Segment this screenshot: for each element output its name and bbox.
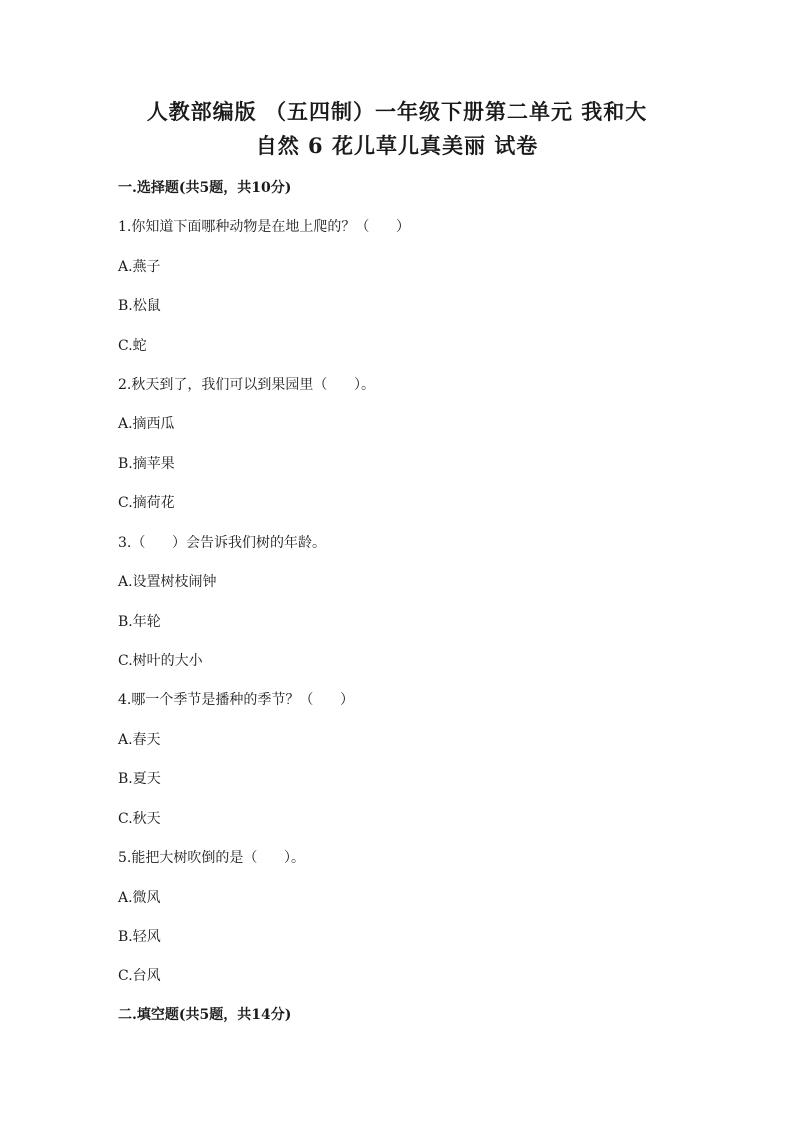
- question-2-option-c: C.摘荷花: [118, 495, 175, 511]
- question-1-option-a: A.燕子: [118, 259, 161, 275]
- question-5-stem: 5.能把大树吹倒的是（ ）。: [118, 850, 306, 866]
- question-2-option-a: A.摘西瓜: [118, 416, 175, 432]
- document-title-line-1: 人教部编版 （五四制）一年级下册第二单元 我和大: [146, 99, 648, 124]
- question-2-option-b: B.摘苹果: [118, 456, 175, 472]
- question-4-option-b: B.夏天: [118, 771, 161, 787]
- question-1-stem: 1.你知道下面哪种动物是在地上爬的？（ ）: [118, 219, 411, 235]
- question-4-stem: 4.哪一个季节是播种的季节？（ ）: [118, 692, 355, 708]
- question-5-option-c: C.台风: [118, 968, 161, 984]
- question-4-option-c: C.秋天: [118, 811, 161, 827]
- question-5-option-a: A.微风: [118, 890, 161, 906]
- question-2-stem: 2.秋天到了，我们可以到果园里（ ）。: [118, 377, 376, 393]
- section-heading-fill-in-blank: 二.填空题(共5题，共14分): [118, 1007, 292, 1023]
- question-5-option-b: B.轻风: [118, 929, 161, 945]
- question-3-option-a: A.设置树枝闹钟: [118, 574, 217, 590]
- question-3-option-b: B.年轮: [118, 614, 161, 630]
- section-heading-multiple-choice: 一.选择题(共5题，共10分): [118, 180, 292, 196]
- question-1-option-b: B.松鼠: [118, 298, 161, 314]
- question-4-option-a: A.春天: [118, 732, 161, 748]
- question-1-option-c: C.蛇: [118, 338, 147, 354]
- question-3-stem: 3.（ ）会告诉我们树的年龄。: [118, 535, 327, 551]
- question-3-option-c: C.树叶的大小: [118, 653, 203, 669]
- document-title-line-2: 自然 6 花儿草儿真美丽 试卷: [255, 133, 539, 158]
